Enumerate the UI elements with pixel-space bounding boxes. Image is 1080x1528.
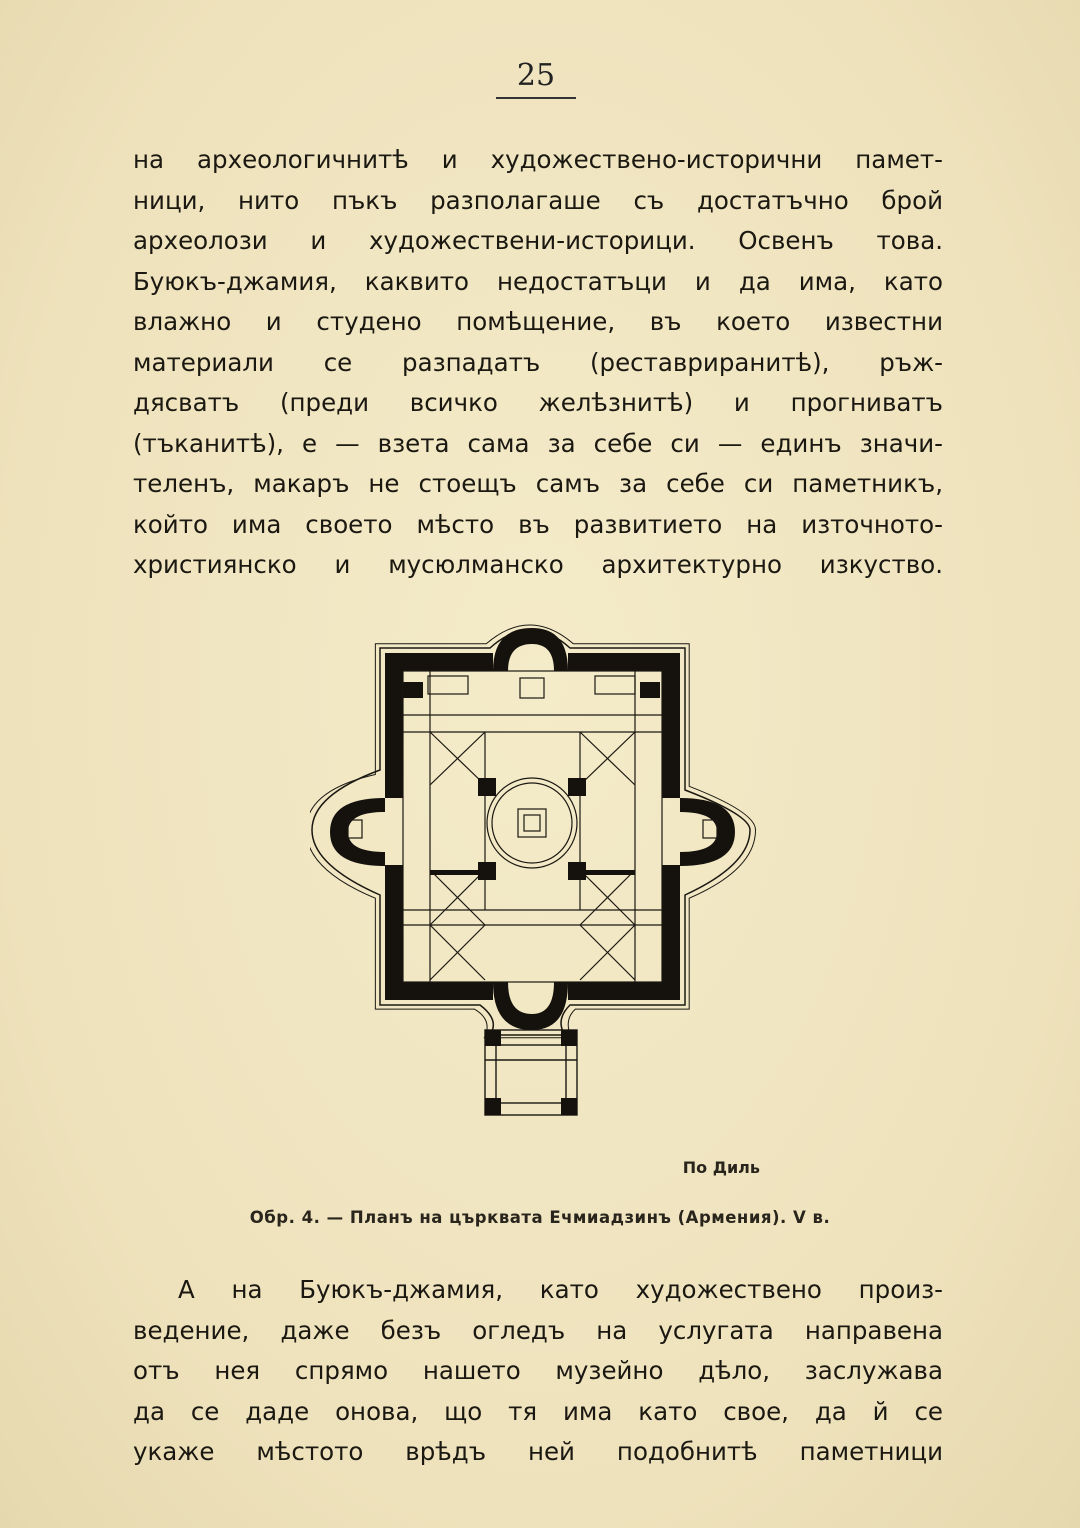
- church-floor-plan-drawing: [310, 620, 770, 1125]
- text-line: укаже мѣстото врѣдъ ней подобнитѣ паметници: [133, 1437, 943, 1466]
- text-line: дясватъ (преди всичко желѣзнитѣ) и прогниватъ: [133, 388, 943, 417]
- figure-caption: Обр. 4. — Планъ на църквата Ечмиадзинъ (Армения). V в.: [249, 1208, 831, 1227]
- text-line: да се даде онова, що тя има като свое, да й се: [133, 1396, 943, 1426]
- text-line: отъ нея спрямо нашето музейно дѣло, заслужава: [133, 1356, 943, 1385]
- text-line: (тъканитѣ), е — взета сама за себе си — единъ значи-: [133, 428, 943, 458]
- text-line: теленъ, макаръ не стоещъ самъ за себе си паметникъ,: [133, 469, 943, 498]
- text-line: материали се разпадатъ (реставриранитѣ), ръж-: [133, 347, 943, 377]
- text-line: който има своето мѣсто въ развитието на източното-: [133, 509, 943, 539]
- text-line: Буюкъ-джамия, каквито недостатъци и да има, като: [133, 266, 943, 296]
- page-number: 25: [516, 58, 556, 93]
- paragraph-1: [133, 140, 943, 586]
- text-line: влажно и студено помѣщение, въ което известни: [133, 307, 943, 336]
- text-line: християнско и мусюлманско архитектурно изкуство.: [133, 550, 943, 579]
- church-floor-plan-figure: [310, 620, 770, 1125]
- text-line: ведение, даже безъ огледъ на услугата направена: [133, 1315, 943, 1345]
- page-number-rule: [496, 97, 576, 99]
- text-line: ници, нито пъкъ разполагаше съ достатъчно брой: [133, 185, 943, 215]
- text-line: археолози и художествени-историци. Освенъ това.: [133, 226, 943, 255]
- text-line: на археологичнитѣ и художествено-исторични памет-: [133, 145, 943, 174]
- text-line: А на Буюкъ-джамия, като художествено произ-: [178, 1275, 943, 1304]
- figure-credit: По Диль: [682, 1158, 760, 1177]
- paragraph-2: [133, 1270, 943, 1473]
